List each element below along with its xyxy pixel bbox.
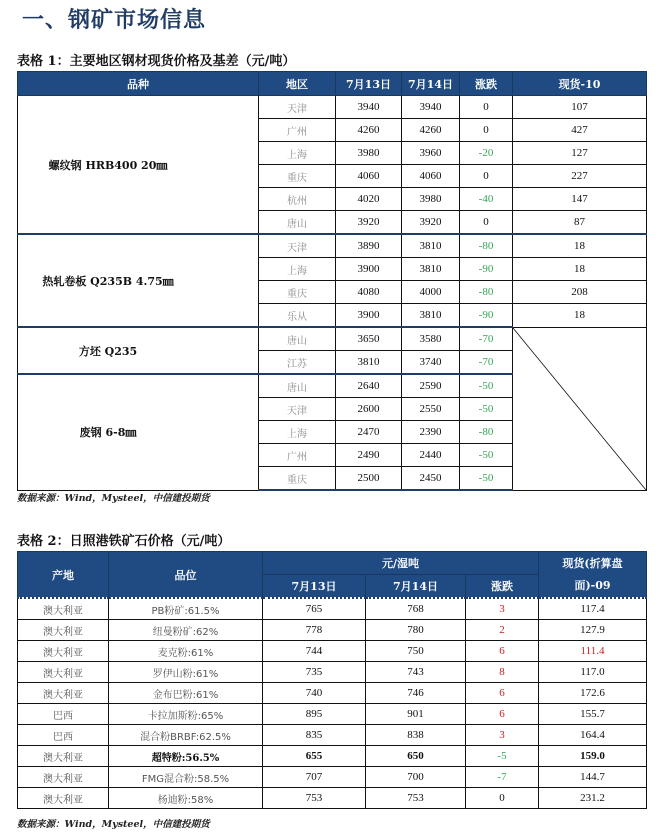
grade-cell: 罗伊山粉:61% xyxy=(109,662,263,683)
grade-cell: 杨迪粉:58% xyxy=(109,788,263,809)
price-jul14: 3920 xyxy=(402,211,460,235)
origin-cell: 澳大利亚 xyxy=(18,788,109,809)
grade-cell: 纽曼粉矿:62% xyxy=(109,620,263,641)
basis-cell: 144.7 xyxy=(539,767,647,788)
price-jul14: 4060 xyxy=(402,165,460,188)
change-cell: -40 xyxy=(460,188,513,211)
price-jul14: 780 xyxy=(366,620,466,641)
change-cell: 0 xyxy=(460,119,513,142)
region-cell: 天津 xyxy=(259,96,336,119)
change-cell: -50 xyxy=(460,467,513,491)
price-jul13: 3900 xyxy=(336,304,402,328)
price-jul13: 707 xyxy=(263,767,366,788)
change-cell: 6 xyxy=(466,683,539,704)
origin-cell: 澳大利亚 xyxy=(18,767,109,788)
price-jul13: 3940 xyxy=(336,96,402,119)
basis-cell: 427 xyxy=(513,119,647,142)
price-jul14: 4260 xyxy=(402,119,460,142)
origin-cell: 澳大利亚 xyxy=(18,620,109,641)
origin-cell: 澳大利亚 xyxy=(18,641,109,662)
region-cell: 唐山 xyxy=(259,327,336,351)
price-jul13: 765 xyxy=(263,598,366,620)
region-cell: 天津 xyxy=(259,398,336,421)
origin-cell: 澳大利亚 xyxy=(18,746,109,767)
region-cell: 重庆 xyxy=(259,467,336,491)
table-row xyxy=(18,788,647,809)
col-header-change: 涨跌 xyxy=(466,575,539,599)
col-header-jul14: 7月14日 xyxy=(402,72,460,96)
price-jul14: 700 xyxy=(366,767,466,788)
price-jul13: 753 xyxy=(263,788,366,809)
grade-cell: 卡拉加斯粉:65% xyxy=(109,704,263,725)
region-cell: 上海 xyxy=(259,258,336,281)
change-cell: 3 xyxy=(466,598,539,620)
price-jul14: 3810 xyxy=(402,304,460,328)
origin-cell: 巴西 xyxy=(18,725,109,746)
region-cell: 重庆 xyxy=(259,281,336,304)
price-jul14: 2450 xyxy=(402,467,460,491)
price-jul14: 743 xyxy=(366,662,466,683)
grade-cell: 混合粉BRBF:62.5% xyxy=(109,725,263,746)
price-jul13: 4260 xyxy=(336,119,402,142)
region-cell: 唐山 xyxy=(259,374,336,398)
change-cell: -80 xyxy=(460,234,513,258)
region-cell: 上海 xyxy=(259,421,336,444)
change-cell: 3 xyxy=(466,725,539,746)
price-jul13: 3810 xyxy=(336,351,402,375)
price-jul13: 3890 xyxy=(336,234,402,258)
basis-cell: 107 xyxy=(513,96,647,119)
change-cell: 0 xyxy=(460,211,513,235)
basis-cell: 172.6 xyxy=(539,683,647,704)
price-jul13: 3980 xyxy=(336,142,402,165)
product-scrap-steel: 废钢 6-8㎜ xyxy=(18,374,259,490)
col-header-product: 品种 xyxy=(18,72,259,96)
price-jul13: 3920 xyxy=(336,211,402,235)
product-hot-rolled-coil: 热轧卷板 Q235B 4.75㎜ xyxy=(18,234,259,327)
grade-cell: 超特粉:56.5% xyxy=(109,746,263,767)
col-header-jul14: 7月14日 xyxy=(366,575,466,599)
origin-cell: 澳大利亚 xyxy=(18,662,109,683)
table-header-row xyxy=(18,72,647,96)
origin-cell: 澳大利亚 xyxy=(18,683,109,704)
change-cell: -50 xyxy=(460,374,513,398)
price-jul13: 2500 xyxy=(336,467,402,491)
basis-cell: 127 xyxy=(513,142,647,165)
price-jul14: 838 xyxy=(366,725,466,746)
basis-cell: 155.7 xyxy=(539,704,647,725)
change-cell: 0 xyxy=(466,788,539,809)
col-header-basis: 现货(折算盘面)-09 xyxy=(539,552,647,599)
price-jul13: 735 xyxy=(263,662,366,683)
price-jul13: 3900 xyxy=(336,258,402,281)
grade-cell: 麦克粉:61% xyxy=(109,641,263,662)
price-jul14: 3580 xyxy=(402,327,460,351)
table-row xyxy=(18,327,647,351)
region-cell: 重庆 xyxy=(259,165,336,188)
price-jul14: 2550 xyxy=(402,398,460,421)
change-cell: 6 xyxy=(466,704,539,725)
price-jul14: 750 xyxy=(366,641,466,662)
change-cell: -90 xyxy=(460,304,513,328)
col-header-grade: 品位 xyxy=(109,552,263,599)
price-jul14: 2440 xyxy=(402,444,460,467)
basis-cell: 208 xyxy=(513,281,647,304)
table-row xyxy=(18,598,647,620)
col-header-jul13: 7月13日 xyxy=(336,72,402,96)
price-jul13: 655 xyxy=(263,746,366,767)
price-jul14: 901 xyxy=(366,704,466,725)
price-jul14: 753 xyxy=(366,788,466,809)
region-cell: 江苏 xyxy=(259,351,336,375)
table-row xyxy=(18,96,647,119)
basis-not-applicable-diagonal xyxy=(513,327,647,490)
region-cell: 广州 xyxy=(259,119,336,142)
origin-cell: 巴西 xyxy=(18,704,109,725)
basis-cell: 117.0 xyxy=(539,662,647,683)
table2-caption: 表格 2：日照港铁矿石价格（元/吨） xyxy=(17,534,231,549)
change-cell: 8 xyxy=(466,662,539,683)
col-header-origin: 产地 xyxy=(18,552,109,599)
region-cell: 上海 xyxy=(259,142,336,165)
grade-cell: FMG混合粉:58.5% xyxy=(109,767,263,788)
change-cell: -50 xyxy=(460,444,513,467)
price-jul13: 744 xyxy=(263,641,366,662)
basis-cell: 164.4 xyxy=(539,725,647,746)
grade-cell: PB粉矿:61.5% xyxy=(109,598,263,620)
col-header-change: 涨跌 xyxy=(460,72,513,96)
change-cell: 2 xyxy=(466,620,539,641)
table-row xyxy=(18,641,647,662)
col-header-jul13: 7月13日 xyxy=(263,575,366,599)
region-cell: 唐山 xyxy=(259,211,336,235)
origin-cell: 澳大利亚 xyxy=(18,598,109,620)
region-cell: 乐从 xyxy=(259,304,336,328)
price-jul14: 768 xyxy=(366,598,466,620)
change-cell: -80 xyxy=(460,281,513,304)
change-cell: -70 xyxy=(460,351,513,375)
table1-source-note: 数据来源：Wind，Mysteel，中信建投期货 xyxy=(17,493,210,504)
basis-cell: 147 xyxy=(513,188,647,211)
col-header-unit-group: 元/湿吨 xyxy=(263,552,539,575)
grade-cell: 金布巴粉:61% xyxy=(109,683,263,704)
price-jul13: 4060 xyxy=(336,165,402,188)
table2-source-note: 数据来源：Wind，Mysteel，中信建投期货 xyxy=(17,819,210,830)
price-jul13: 740 xyxy=(263,683,366,704)
price-jul14: 3940 xyxy=(402,96,460,119)
basis-cell: 227 xyxy=(513,165,647,188)
basis-cell: 18 xyxy=(513,304,647,328)
price-jul14: 650 xyxy=(366,746,466,767)
price-jul13: 835 xyxy=(263,725,366,746)
iron-ore-price-table xyxy=(17,551,647,809)
region-cell: 杭州 xyxy=(259,188,336,211)
change-cell: -20 xyxy=(460,142,513,165)
price-jul13: 2470 xyxy=(336,421,402,444)
price-jul13: 4080 xyxy=(336,281,402,304)
change-cell: -80 xyxy=(460,421,513,444)
section-title: 一、钢矿市场信息 xyxy=(22,8,207,33)
table-row xyxy=(18,746,647,767)
price-jul14: 2590 xyxy=(402,374,460,398)
change-cell: -90 xyxy=(460,258,513,281)
change-cell: -5 xyxy=(466,746,539,767)
price-jul13: 2490 xyxy=(336,444,402,467)
price-jul13: 3650 xyxy=(336,327,402,351)
change-cell: -7 xyxy=(466,767,539,788)
change-cell: 0 xyxy=(460,165,513,188)
product-rebar: 螺纹钢 HRB400 20㎜ xyxy=(18,96,259,235)
product-billet: 方坯 Q235 xyxy=(18,327,259,374)
basis-cell: 117.4 xyxy=(539,598,647,620)
price-jul14: 746 xyxy=(366,683,466,704)
basis-cell: 87 xyxy=(513,211,647,235)
region-cell: 广州 xyxy=(259,444,336,467)
basis-cell: 111.4 xyxy=(539,641,647,662)
price-jul14: 3740 xyxy=(402,351,460,375)
table-row xyxy=(18,683,647,704)
price-jul14: 3810 xyxy=(402,234,460,258)
basis-cell: 18 xyxy=(513,234,647,258)
basis-cell: 127.9 xyxy=(539,620,647,641)
price-jul14: 4000 xyxy=(402,281,460,304)
table-row xyxy=(18,725,647,746)
table-row xyxy=(18,234,647,258)
change-cell: -70 xyxy=(460,327,513,351)
change-cell: -50 xyxy=(460,398,513,421)
price-jul14: 3810 xyxy=(402,258,460,281)
price-jul13: 2600 xyxy=(336,398,402,421)
table-row xyxy=(18,662,647,683)
price-jul13: 895 xyxy=(263,704,366,725)
table1-caption: 表格 1：主要地区钢材现货价格及基差（元/吨） xyxy=(17,54,296,69)
table-row xyxy=(18,704,647,725)
col-header-region: 地区 xyxy=(259,72,336,96)
diagonal-line-icon xyxy=(513,328,646,490)
change-cell: 0 xyxy=(460,96,513,119)
price-jul13: 4020 xyxy=(336,188,402,211)
price-jul14: 3960 xyxy=(402,142,460,165)
price-jul14: 2390 xyxy=(402,421,460,444)
basis-cell: 231.2 xyxy=(539,788,647,809)
col-header-basis: 现货-10 xyxy=(513,72,647,96)
price-jul13: 778 xyxy=(263,620,366,641)
table-row xyxy=(18,767,647,788)
price-jul13: 2640 xyxy=(336,374,402,398)
change-cell: 6 xyxy=(466,641,539,662)
basis-cell: 159.0 xyxy=(539,746,647,767)
table-header-row xyxy=(18,552,647,575)
basis-cell: 18 xyxy=(513,258,647,281)
price-jul14: 3980 xyxy=(402,188,460,211)
table-row xyxy=(18,620,647,641)
region-cell: 天津 xyxy=(259,234,336,258)
steel-price-table xyxy=(17,71,647,491)
